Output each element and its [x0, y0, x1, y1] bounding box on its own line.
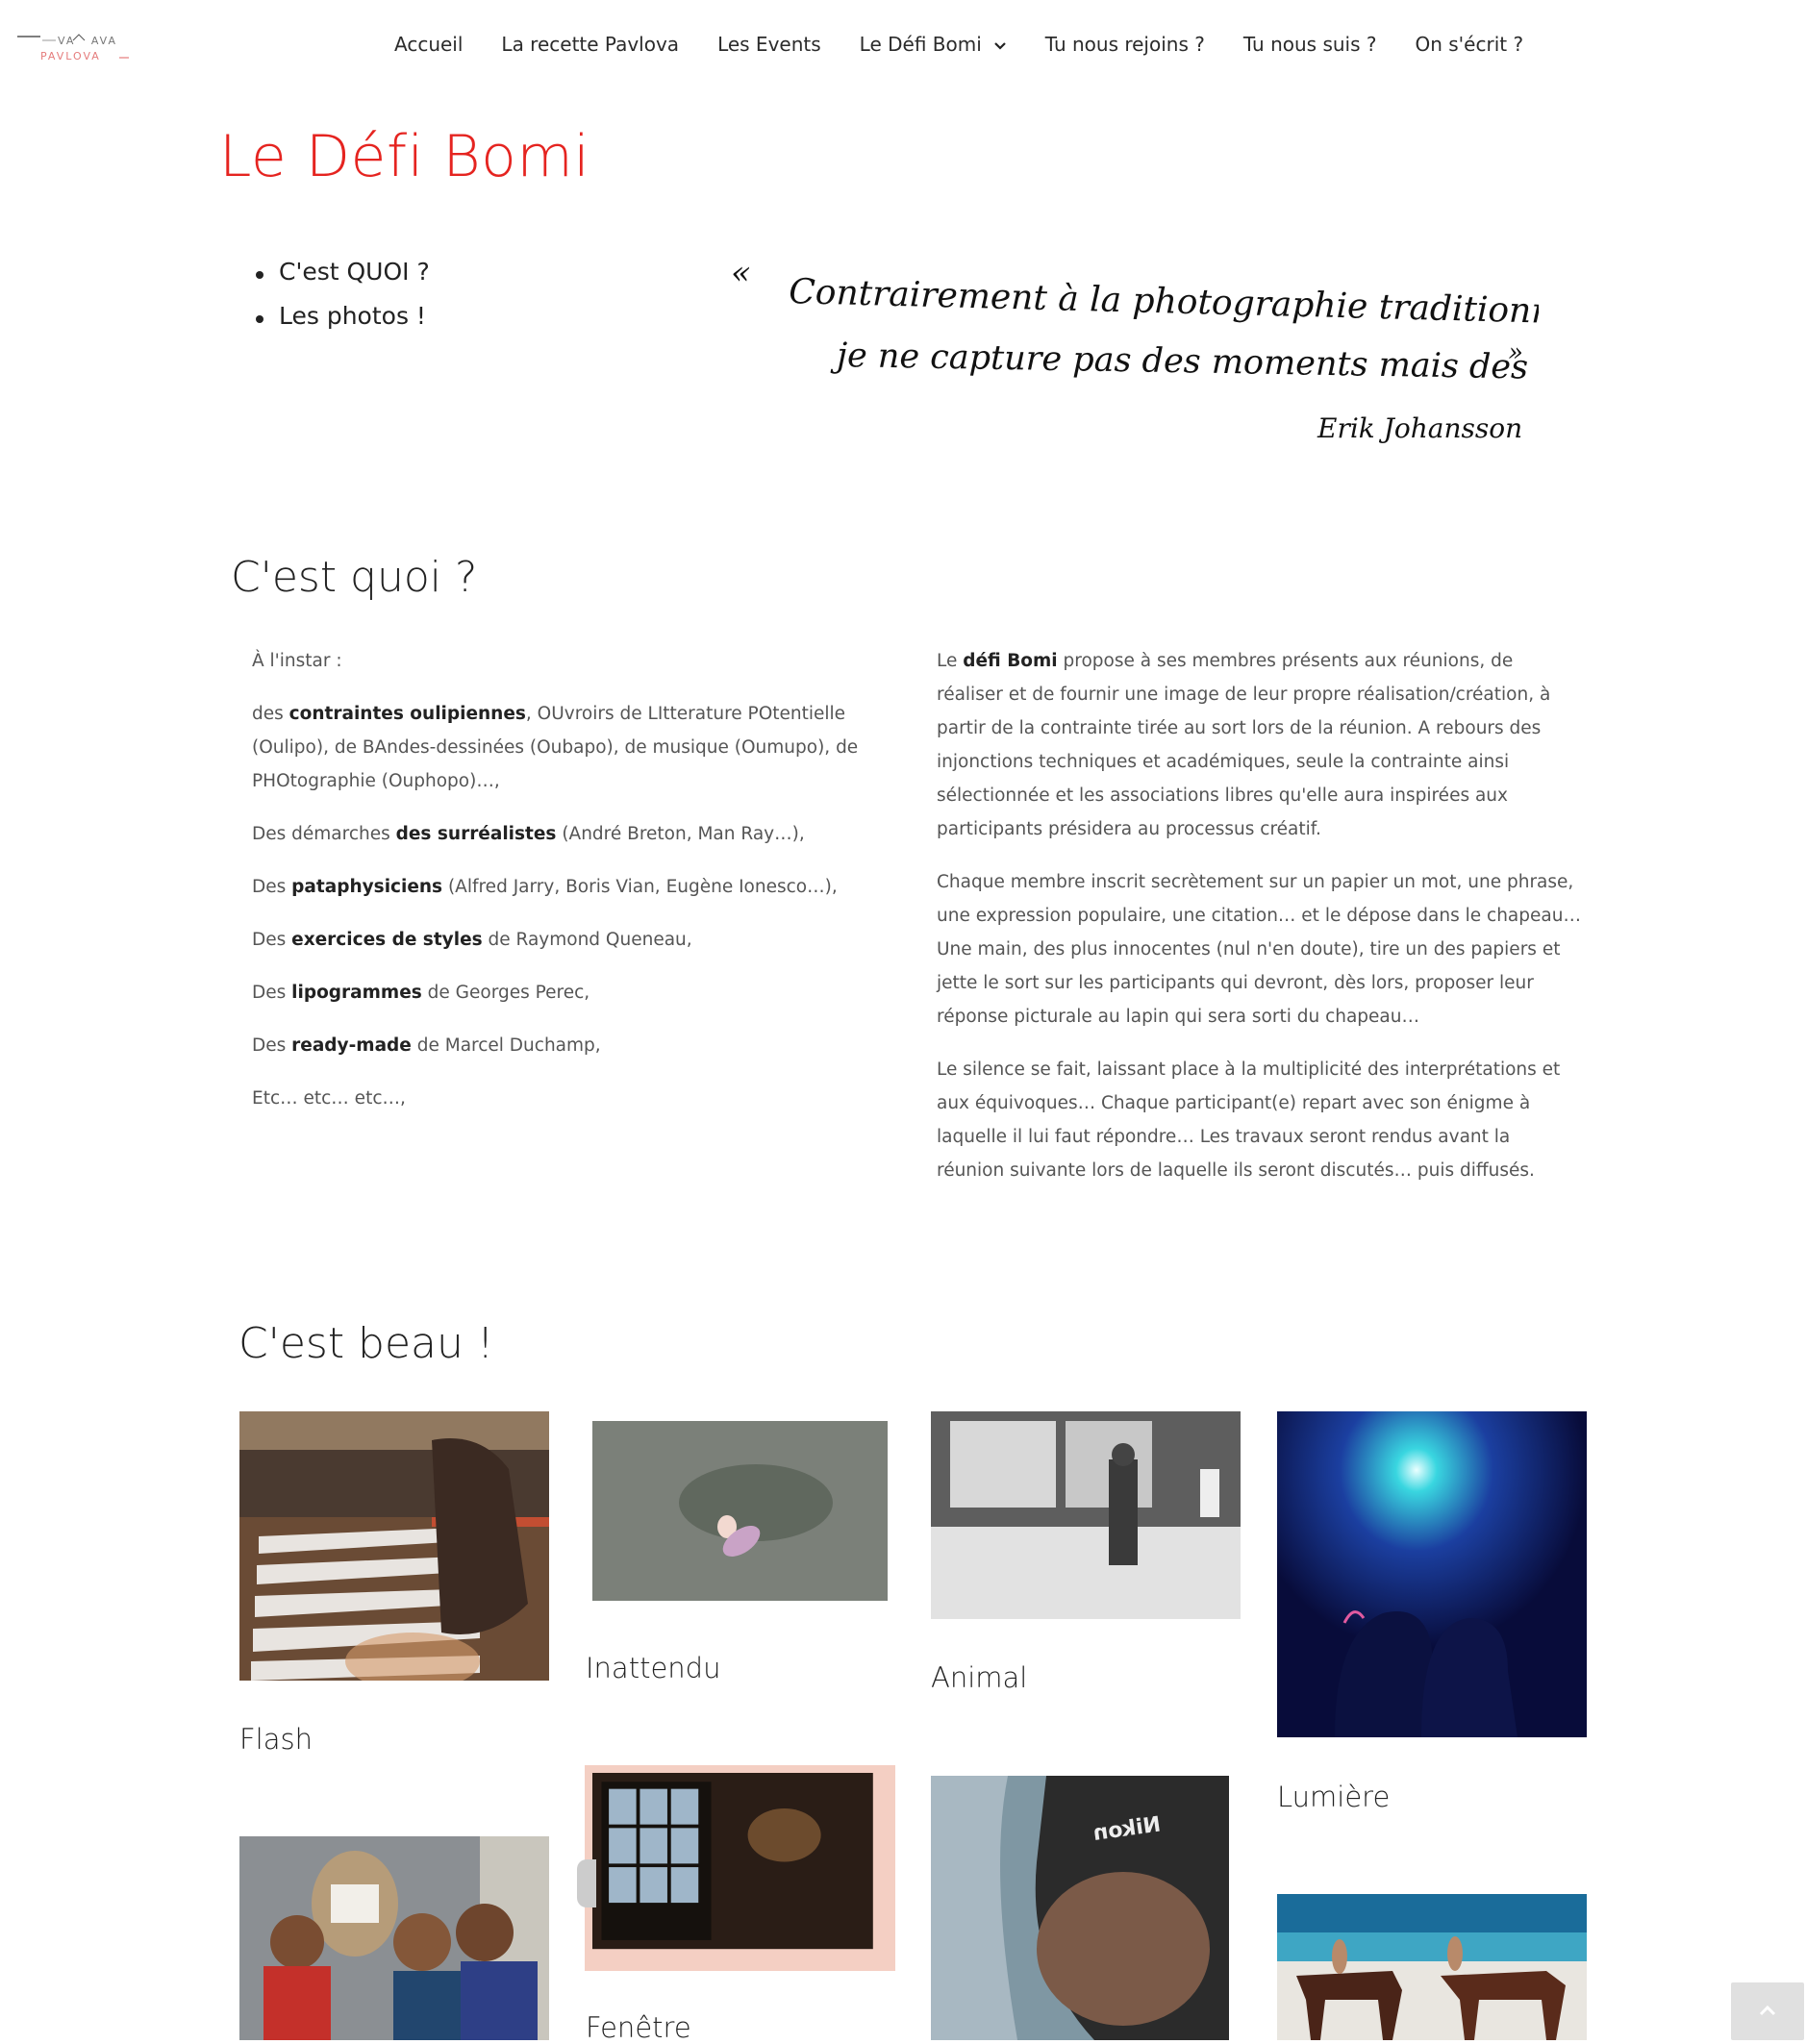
photo-flash[interactable]	[239, 1411, 549, 1681]
gallery-nav-handle[interactable]	[577, 1859, 596, 1907]
svg-text:AVA: AVA	[88, 35, 115, 47]
site-logo[interactable]	[15, 31, 131, 65]
nav-accueil[interactable]: Accueil	[394, 33, 464, 56]
chevron-up-icon	[1758, 2003, 1777, 2021]
page-title: Le Défi Bomi	[219, 123, 590, 190]
section-heading-beau: C'est beau !	[238, 1319, 494, 1368]
paragraph: Des démarches des surréalistes (André Breton, Man Ray…),	[252, 824, 805, 844]
paragraph: Le silence se fait, laissant place à la multiplicité des interprétations et aux équivoques… Chaque participant(e) repart avec son énigme à laquelle il lui faut répondre… Les travaux seront rendus avant la réunion suivante lors de laquelle ils seront discutés… puis diffusés.	[937, 1059, 1561, 1181]
nav-les-events[interactable]: Les Events	[717, 33, 821, 56]
paragraph: Des exercices de styles de Raymond Queneau,	[252, 930, 692, 950]
photo-kids-mask[interactable]	[239, 1836, 549, 2040]
text-column-left	[252, 644, 887, 1134]
nav-tu-nous-suis[interactable]: Tu nous suis ?	[1242, 33, 1377, 56]
table-of-contents	[252, 258, 430, 346]
nav-recette-pavlova[interactable]: La recette Pavlova	[501, 33, 680, 56]
back-to-top-button[interactable]	[1731, 1982, 1804, 2040]
quote-open-mark: «	[731, 254, 751, 292]
caption-flash: Flash	[239, 1723, 313, 1756]
paragraph: Chaque membre inscrit secrètement sur un papier un mot, une phrase, une expression populaire, une citation… et le dépose dans le chapeau… Une main, des plus innocentes (nul n'en doute), tire un des papiers et jette le sort sur les participants qui devront, dès lors, proposer leur réponse picturale au lapin qui sera sorti du chapeau…	[937, 872, 1581, 1027]
quote-close-mark: »	[1508, 338, 1523, 367]
handwritten-quote	[731, 245, 1539, 476]
paragraph: Des pataphysiciens (Alfred Jarry, Boris Vian, Eugène Ionesco…),	[252, 877, 838, 897]
svg-text:VA: VA	[58, 35, 76, 47]
photo-nikon[interactable]	[931, 1776, 1229, 2040]
svg-text:Nikon: Nikon	[1091, 1812, 1163, 1847]
toc-link-quoi[interactable]: C'est QUOI ?	[252, 258, 430, 302]
main-nav	[394, 33, 1523, 56]
caption-fenetre: Fenêtre	[586, 2011, 691, 2044]
photo-fenetre[interactable]	[585, 1765, 895, 1971]
nav-tu-nous-rejoins[interactable]: Tu nous rejoins ?	[1044, 33, 1205, 56]
caption-animal: Animal	[931, 1661, 1028, 1694]
section-heading-quoi: C'est quoi ?	[231, 553, 478, 602]
caption-inattendu: Inattendu	[586, 1652, 721, 1684]
photo-lumiere[interactable]	[1277, 1411, 1587, 1737]
nav-defi-bomi-label: Le Défi Bomi	[859, 33, 982, 56]
chevron-down-icon	[993, 39, 1007, 55]
photo-inattendu[interactable]	[592, 1421, 888, 1601]
photo-animal[interactable]	[931, 1411, 1241, 1619]
nav-on-secrit[interactable]: On s'écrit ?	[1415, 33, 1524, 56]
nav-defi-bomi[interactable]	[860, 33, 1007, 56]
caption-lumiere: Lumière	[1277, 1781, 1391, 1813]
paragraph: Le défi Bomi propose à ses membres présents aux réunions, de réaliser et de fournir une image de leur propre réalisation/création, à partir de la contrainte tirée au sort lors de la réunion. A rebours des injonctions techniques et académiques, seule la contrainte ainsi sélectionnée et les associations libres qu'elle aura inspirées aux participants présidera au processus créatif.	[937, 651, 1551, 839]
intro-text: À l'instar :	[252, 651, 342, 671]
text-column-right	[937, 644, 1581, 1207]
paragraph: Des ready-made de Marcel Duchamp,	[252, 1035, 601, 1056]
paragraph: Des lipogrammes de Georges Perec,	[252, 983, 590, 1003]
quote-line-2: je ne capture pas des moments mais des	[836, 337, 1529, 387]
svg-text:PAVLOVA: PAVLOVA	[40, 50, 101, 62]
toc-link-photos[interactable]: Les photos !	[252, 302, 430, 346]
photo-cows-beach[interactable]	[1277, 1894, 1587, 2040]
paragraph: des contraintes oulipiennes, OUvroirs de LItterature POtentielle (Oulipo), de BAndes-dessinées (Oubapo), de musique (Oumupo), de PHOtographie (Ouphopo)…,	[252, 704, 859, 791]
quote-author: Erik Johansson	[1317, 412, 1523, 444]
paragraph: Etc… etc… etc…,	[252, 1088, 406, 1109]
quote-line-1: Contrairement à la photographie traditionnelle,	[788, 272, 1539, 334]
